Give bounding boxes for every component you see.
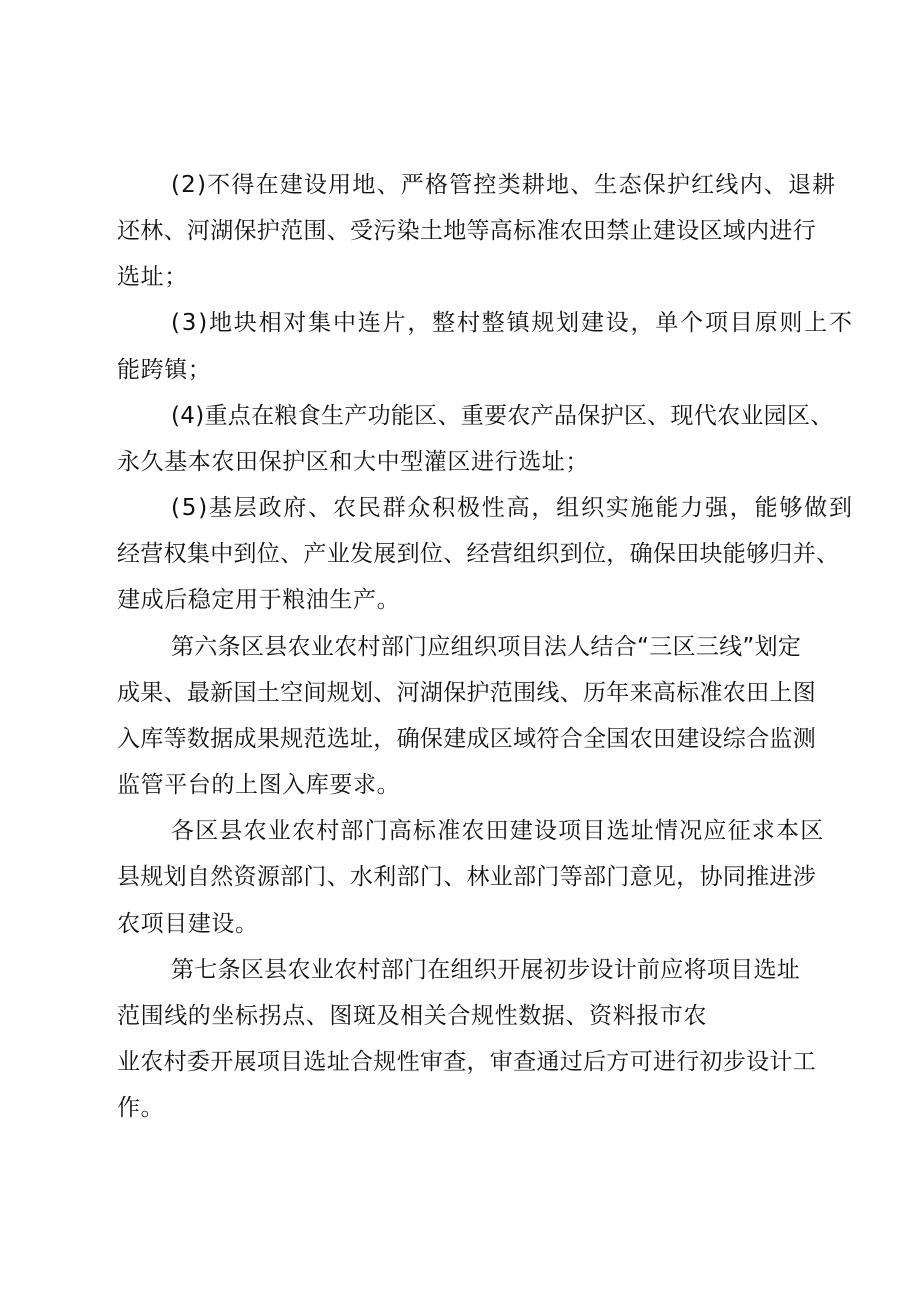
article-7-line-2: 范围线的坐标拐点、图斑及相关合规性数据、资料报市农: [117, 1003, 707, 1029]
paragraph-5-line-3: 建成后稳定用于粮油生产。: [117, 587, 401, 613]
paragraph-2-line-1: (2)不得在建设用地、严格管控类耕地、生态保护红线内、退耕: [171, 172, 837, 198]
article-7-line-3: 业农村委开展项目选址合规性审查，审查通过后方可进行初步设计工: [117, 1049, 816, 1075]
paragraph-5-line-1: (5)基层政府、农民群众积极性高，组织实施能力强，能够做到: [171, 495, 854, 521]
paragraph-3-line-2: 能跨镇；: [117, 357, 212, 383]
selection-paragraph-line-3: 农项目建设。: [117, 911, 259, 937]
paragraph-2-line-2: 还林、河湖保护范围、受污染土地等高标准农田禁止建设区域内进行: [117, 218, 816, 244]
article-6-line-3: 入库等数据成果规范选址，确保建成区域符合全国农田建设综合监测: [117, 726, 816, 752]
paragraph-4-line-2: 永久基本农田保护区和大中型灌区进行选址；: [117, 449, 589, 475]
selection-paragraph-line-2: 县规划自然资源部门、水利部门、林业部门等部门意见，协同推进涉: [117, 864, 816, 890]
paragraph-3-line-1: (3)地块相对集中连片，整村整镇规划建设，单个项目原则上不: [171, 310, 854, 336]
selection-paragraph-line-1: 各区县农业农村部门高标准农田建设项目选址情况应征求本区: [171, 818, 825, 844]
article-6-line-4: 监管平台的上图入库要求。: [117, 772, 401, 798]
article-7-line-1: 第七条区县农业农村部门在组织开展初步设计前应将项目选址: [171, 957, 801, 983]
article-7-line-4: 作。: [117, 1095, 165, 1121]
article-6-line-1: 第六条区县农业农村部门应组织项目法人结合“三区三线”划定: [171, 634, 802, 660]
article-6-line-2: 成果、最新国土空间规划、河湖保护范围线、历年来高标准农田上图: [117, 680, 816, 706]
paragraph-5-line-2: 经营权集中到位、产业发展到位、经营组织到位，确保田块能够归并、: [117, 541, 840, 567]
paragraph-4-line-1: (4)重点在粮食生产功能区、重要农产品保护区、现代农业园区、: [171, 403, 834, 429]
paragraph-2-line-3: 选址；: [117, 264, 188, 290]
